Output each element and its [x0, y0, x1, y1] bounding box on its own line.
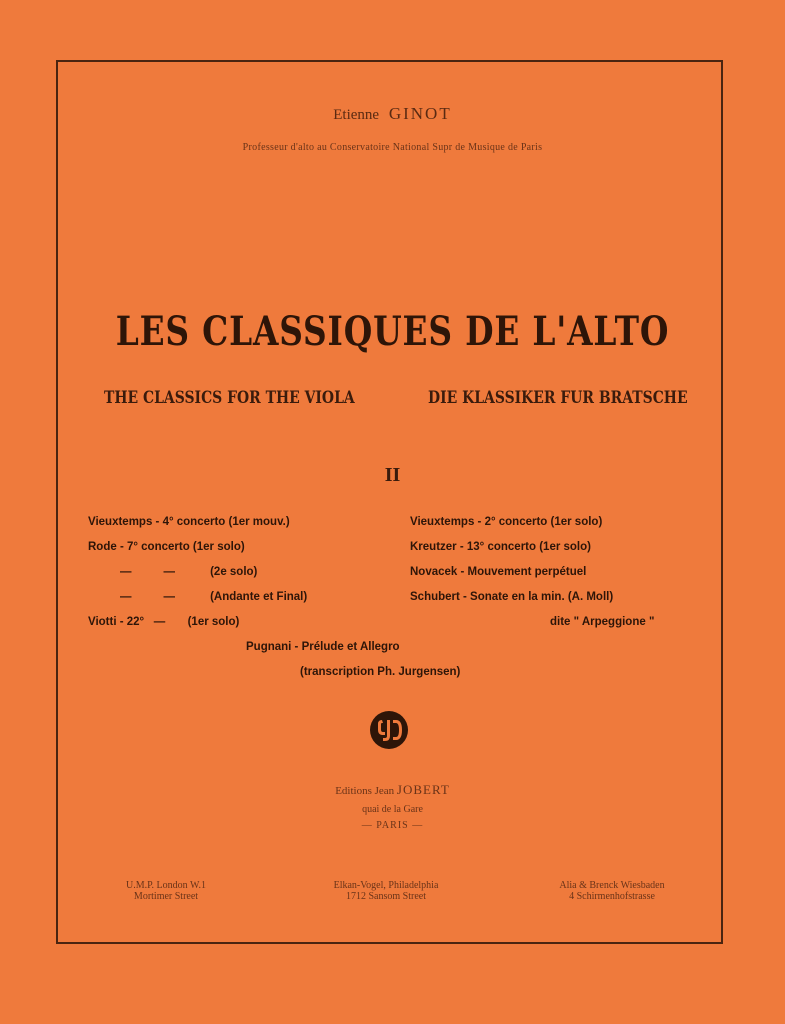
publisher-prefix: Editions Jean — [335, 785, 395, 797]
agent-london-line-1: U.M.P. London W.1 — [125, 880, 206, 891]
publisher-city: — PARIS — — [361, 820, 424, 831]
agent-london-line-2: Mortimer Street — [133, 891, 199, 902]
author-credential: Professeur d'alto au Conservatoire National Supr de Musique de Paris — [242, 142, 543, 153]
work-right-2: Kreutzer - 13° concerto (1er solo) — [410, 541, 591, 553]
work-left-5: Viotti - 22° — (1er solo) — [88, 616, 240, 628]
publisher-monogram-icon — [369, 710, 409, 750]
agent-wiesbaden — [522, 880, 702, 902]
work-left-3: — — (2e solo) — [120, 566, 258, 578]
publisher-name: JOBERT — [396, 782, 450, 797]
subtitle-english: THE CLASSICS FOR THE VIOLA — [104, 388, 355, 408]
agent-philadelphia — [296, 880, 476, 902]
work-right-1: Vieuxtemps - 2° concerto (1er solo) — [410, 516, 603, 528]
agent-philadelphia-line-2: 1712 Sansom Street — [346, 891, 426, 902]
agent-philadelphia-line-1: Elkan-Vogel, Philadelphia — [333, 880, 439, 891]
author-first-name: Etienne — [333, 107, 380, 123]
volume-number: II — [384, 464, 401, 486]
author-name — [0, 104, 785, 124]
work-center-2: (transcription Ph. Jurgensen) — [300, 666, 461, 678]
agent-london — [76, 880, 256, 902]
publisher-address: quai de la Gare — [362, 804, 423, 815]
work-left-1: Vieuxtemps - 4° concerto (1er mouv.) — [88, 516, 290, 528]
work-right-3: Novacek - Mouvement perpétuel — [410, 566, 587, 578]
work-left-4: — — (Andante et Final) — [120, 591, 308, 603]
work-left-2: Rode - 7° concerto (1er solo) — [88, 541, 245, 553]
subtitle-german: DIE KLASSIKER FUR BRATSCHE — [428, 388, 688, 408]
cover-title: LES CLASSIQUES DE L'ALTO — [115, 308, 670, 355]
agent-wiesbaden-line-1: Alia & Brenck Wiesbaden — [559, 880, 665, 891]
publisher-line-1 — [0, 782, 785, 798]
work-right-4: Schubert - Sonate en la min. (A. Moll) — [410, 591, 614, 603]
agent-wiesbaden-line-2: 4 Schirmenhofstrasse — [569, 891, 655, 902]
author-surname: GINOT — [388, 104, 452, 123]
work-center-1: Pugnani - Prélude et Allegro — [246, 641, 400, 653]
work-right-5: dite " Arpeggione " — [550, 616, 655, 628]
